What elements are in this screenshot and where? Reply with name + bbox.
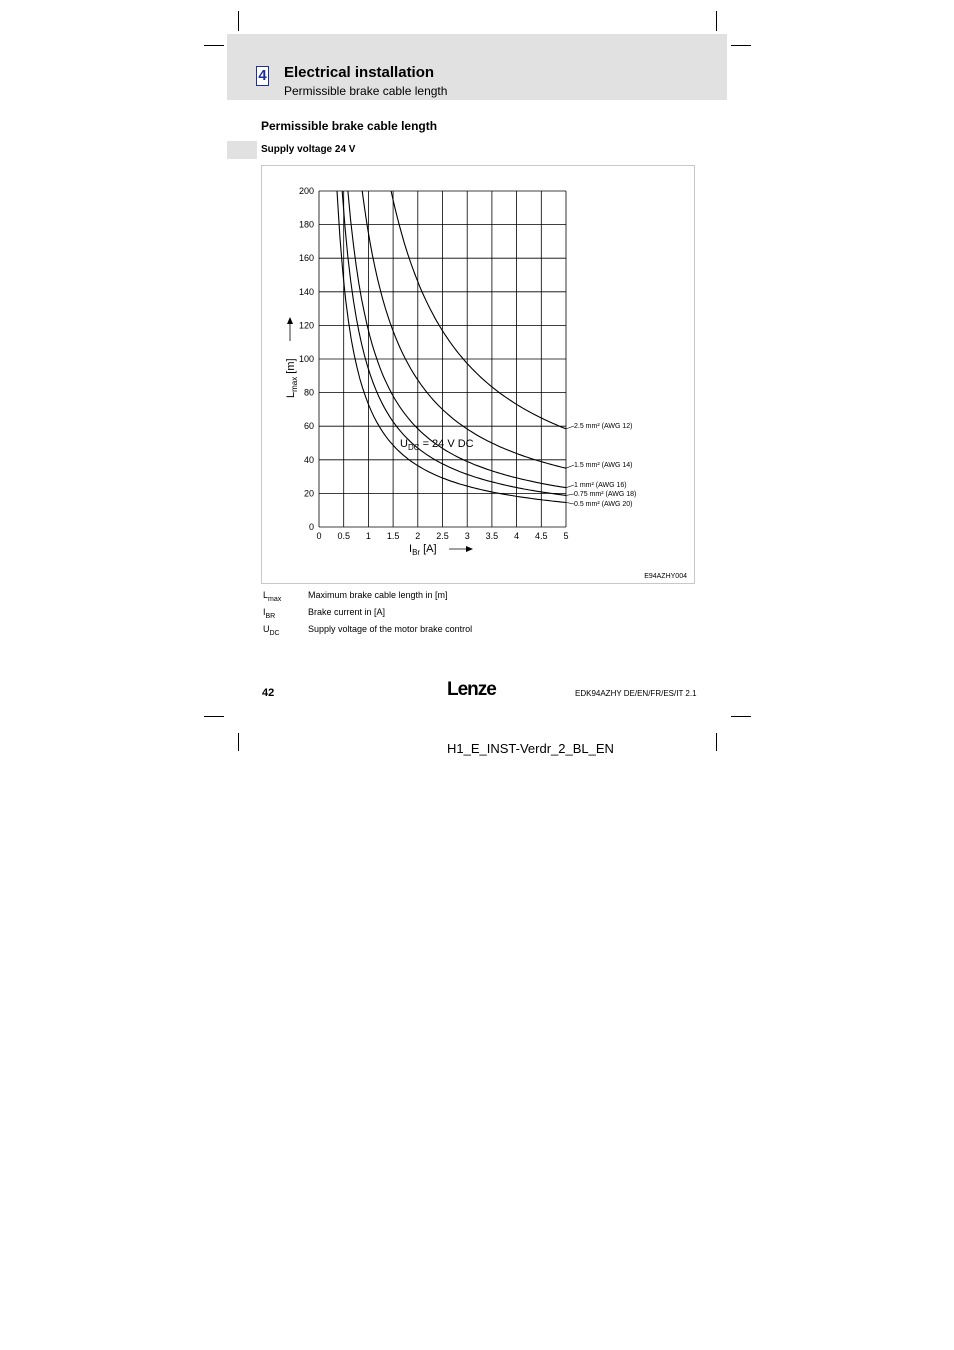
x-tick-label: 0 bbox=[316, 531, 322, 541]
crop-mark bbox=[204, 716, 224, 717]
y-axis-label: $L_{max}$ [m] bbox=[285, 358, 299, 398]
series-leader bbox=[566, 426, 574, 429]
legend-description: Supply voltage of the motor brake control bbox=[308, 624, 473, 634]
x-tick-label: 0.5 bbox=[337, 531, 350, 541]
y-tick-label: 100 bbox=[298, 354, 314, 364]
x-tick-label: 2.5 bbox=[436, 531, 449, 541]
y-axis-arrowhead bbox=[287, 317, 293, 324]
subsection-title: Supply voltage 24 V bbox=[261, 144, 356, 155]
x-tick-label: 4 bbox=[514, 531, 520, 541]
crop-mark bbox=[731, 716, 751, 717]
y-tick-label: 40 bbox=[303, 454, 314, 465]
x-tick-label: 1 bbox=[365, 531, 371, 541]
legend-description: Maximum brake cable length in [m] bbox=[308, 590, 448, 600]
series-label: 2.5 mm² (AWG 12) bbox=[574, 423, 633, 430]
series-leader bbox=[566, 494, 574, 495]
document-id: EDK94AZHY DE/EN/FR/ES/IT 2.1 bbox=[575, 689, 697, 698]
y-tick-label: 160 bbox=[298, 253, 314, 264]
y-tick-label: 0 bbox=[308, 522, 314, 532]
x-tick-label: 3 bbox=[464, 531, 470, 541]
x-tick-label: 3.5 bbox=[485, 531, 499, 541]
y-tick-label: 140 bbox=[298, 286, 314, 297]
y-tick-label: 200 bbox=[298, 186, 314, 196]
series-leader bbox=[566, 465, 574, 468]
y-tick-label: 120 bbox=[298, 320, 314, 331]
crop-mark bbox=[238, 733, 239, 751]
lenze-logo: Lenze bbox=[447, 679, 496, 700]
series-line bbox=[337, 191, 566, 503]
file-id: H1_E_INST-Verdr_2_BL_EN bbox=[447, 741, 614, 756]
chapter-title: Electrical installation bbox=[284, 64, 435, 81]
legend-description: Brake current in [A] bbox=[308, 607, 386, 617]
x-axis-label: $I_{Br}$ [A] bbox=[409, 543, 437, 557]
series-label: 1 mm² (AWG 16) bbox=[574, 482, 627, 489]
brake-cable-chart bbox=[262, 166, 694, 583]
crop-mark bbox=[204, 45, 224, 46]
series-line bbox=[391, 191, 566, 429]
figure-code: E94AZHY004 bbox=[644, 573, 687, 580]
x-axis-arrowhead bbox=[466, 546, 473, 552]
y-tick-label: 60 bbox=[303, 421, 314, 432]
x-tick-label: 1.5 bbox=[386, 531, 400, 541]
page-number: 42 bbox=[262, 687, 275, 699]
crop-mark bbox=[716, 11, 717, 31]
voltage-annotation: $U_{DC} = 24$ V DC bbox=[400, 438, 474, 452]
series-label: 0.75 mm² (AWG 18) bbox=[574, 491, 637, 498]
series-label: 0.5 mm² (AWG 20) bbox=[574, 501, 633, 508]
subsection-band bbox=[227, 141, 257, 159]
series-leader bbox=[566, 485, 574, 488]
y-tick-label: 180 bbox=[298, 219, 314, 230]
y-tick-label: 80 bbox=[303, 387, 314, 398]
series-label: 1.5 mm² (AWG 14) bbox=[574, 462, 633, 469]
legend-symbol: $U_{DC}$ bbox=[263, 624, 280, 637]
section-title: Permissible brake cable length bbox=[261, 119, 438, 133]
x-tick-label: 4.5 bbox=[535, 531, 548, 541]
legend-symbol: $L_{max}$ bbox=[263, 590, 282, 603]
chapter-number: 4 bbox=[256, 66, 269, 86]
x-tick-label: 5 bbox=[563, 531, 569, 541]
chapter-subtitle: Permissible brake cable length bbox=[284, 84, 448, 98]
crop-mark bbox=[731, 45, 751, 46]
crop-mark bbox=[238, 11, 239, 31]
chart-frame bbox=[261, 165, 695, 584]
legend-symbol: $I_{BR}$ bbox=[263, 607, 276, 620]
series-leader bbox=[566, 502, 574, 504]
y-tick-label: 20 bbox=[303, 488, 314, 499]
crop-mark bbox=[716, 733, 717, 751]
x-tick-label: 2 bbox=[415, 531, 421, 541]
